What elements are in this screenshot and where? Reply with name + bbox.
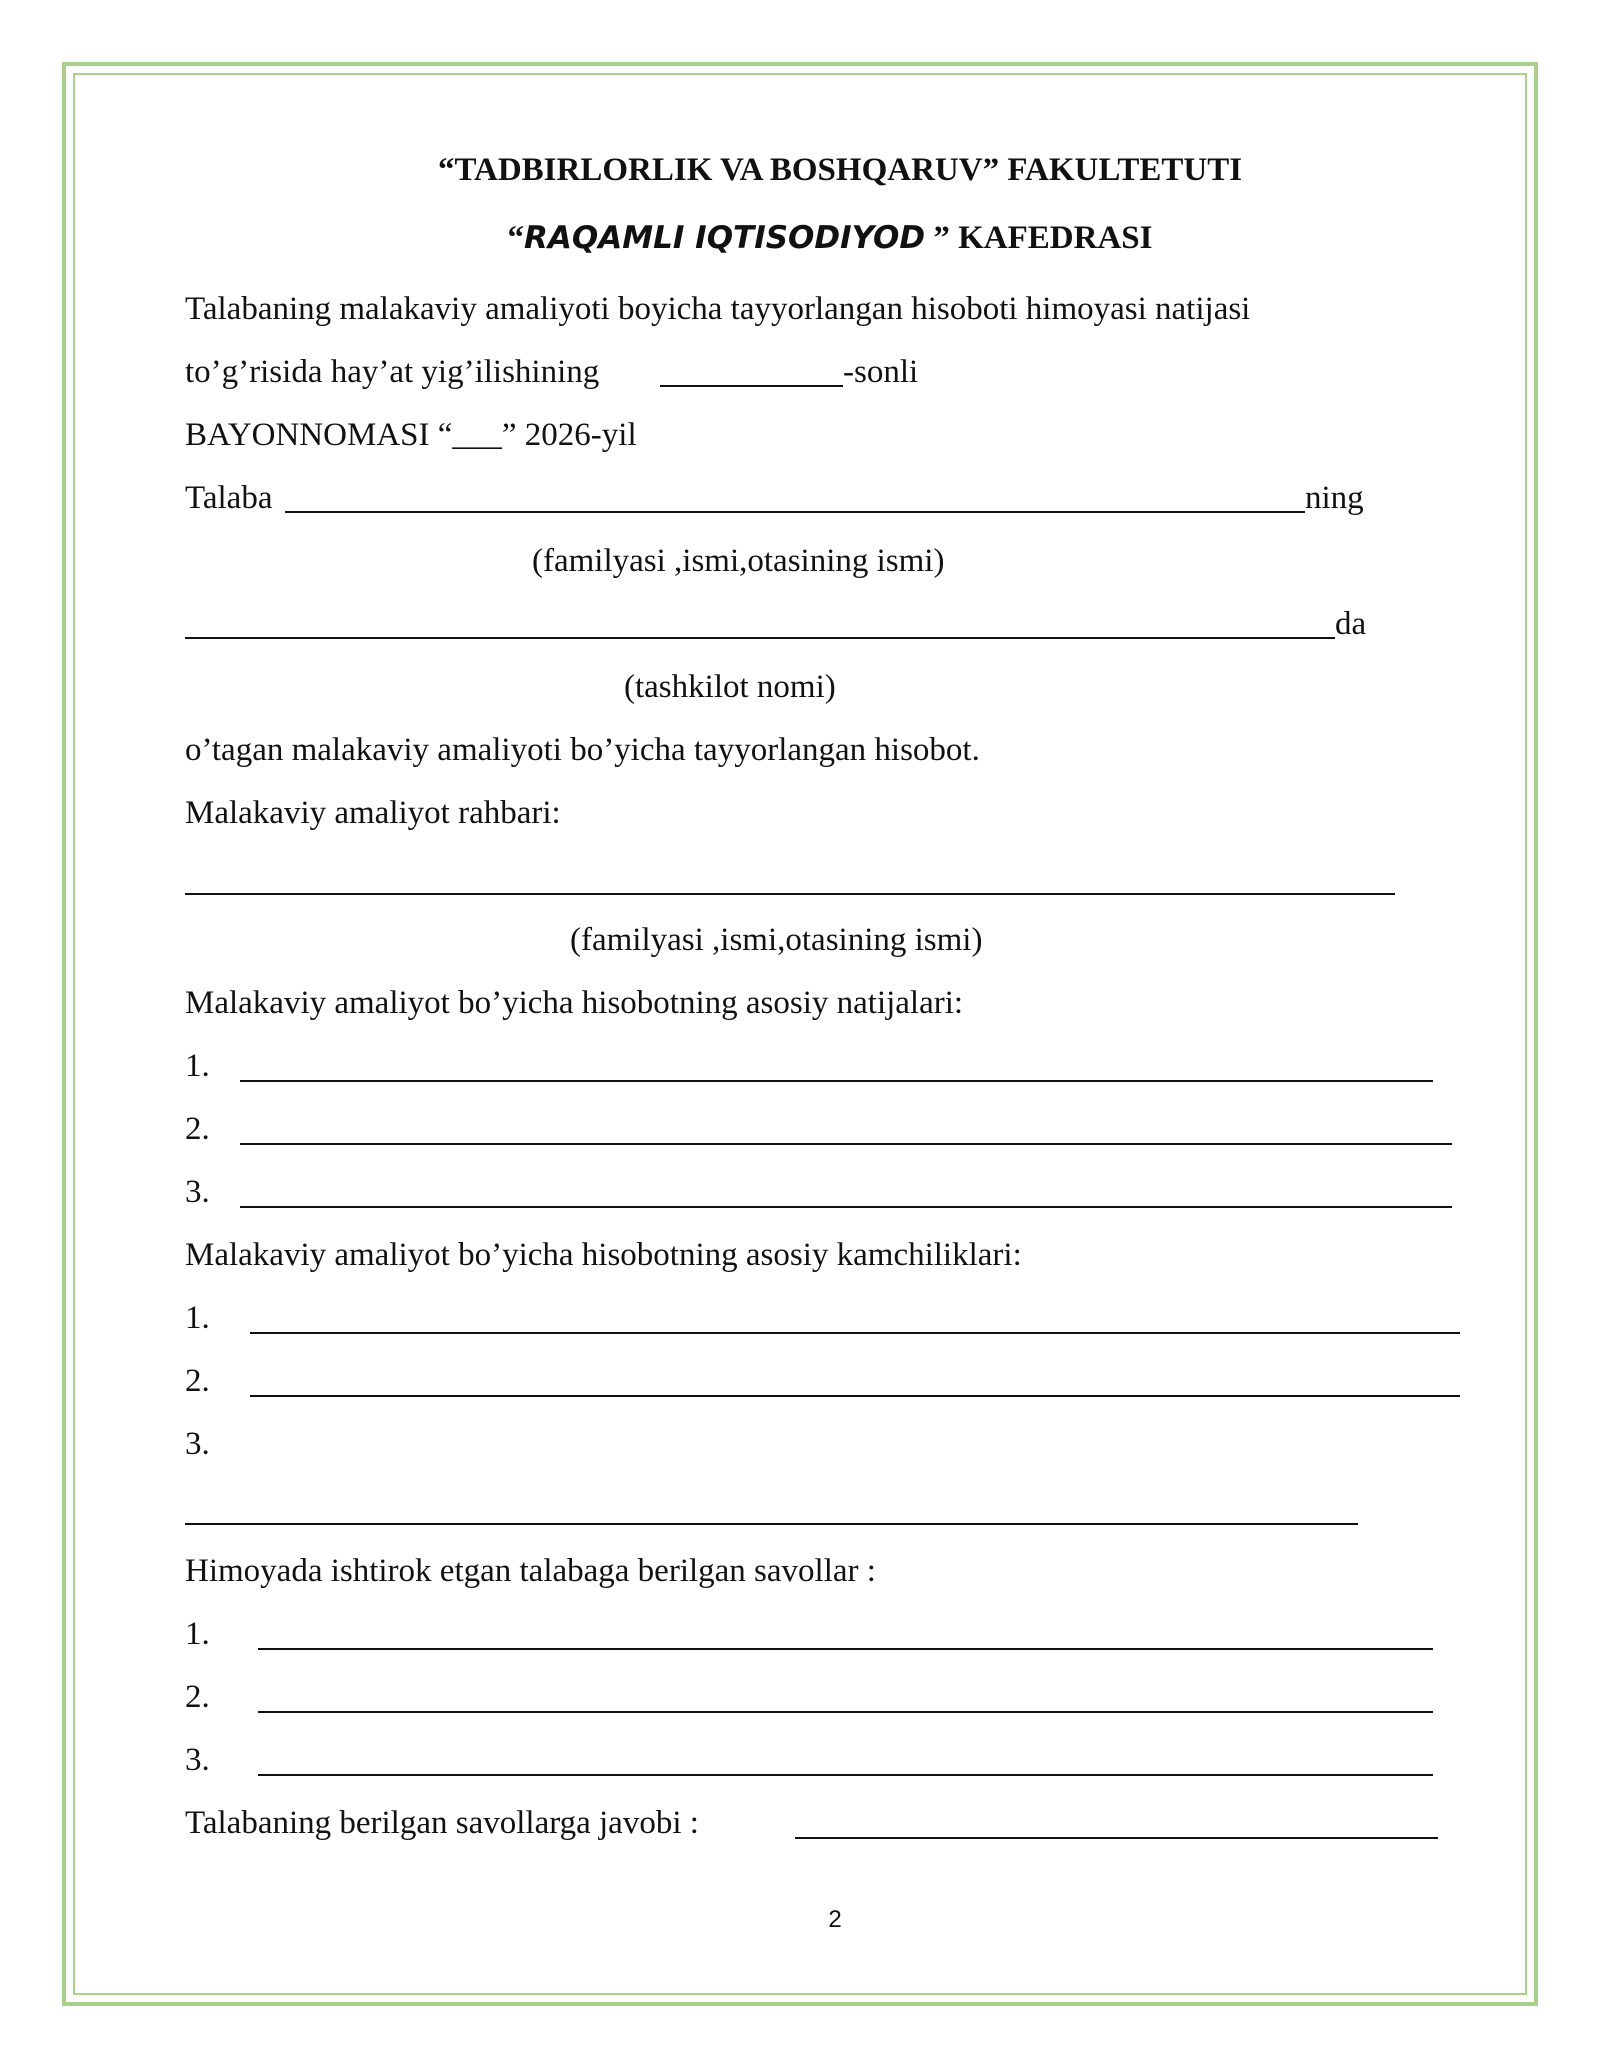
results-item-1-blank[interactable] [240,1080,1433,1082]
protocol-title-date: BAYONNOMASI “___” 2026-yil [185,417,637,453]
answers-blank[interactable] [795,1837,1438,1839]
shortcomings-item-1-blank[interactable] [250,1332,1460,1334]
organization-suffix: da [1335,606,1367,642]
questions-item-number: 1. [185,1616,210,1652]
shortcomings-item-3-blank[interactable] [185,1523,1358,1525]
department-open-quote: “ [507,220,525,256]
answers-label: Talabaning berilgan savollarga javobi : [185,1805,699,1841]
student-name-caption: (familyasi ,ismi,otasining ismi) [532,543,945,579]
student-suffix: ning [1305,480,1364,516]
supervisor-caption: (familyasi ,ismi,otasining ismi) [570,922,983,958]
supervisor-name-blank[interactable] [185,893,1395,895]
faculty-heading: “TADBIRLORLIK VA BOSHQARUV” FAKULTETUTI [437,152,1243,188]
questions-item-number: 2. [185,1679,210,1715]
organization-caption: (tashkilot nomi) [624,669,836,705]
results-item-number: 3. [185,1174,210,1210]
student-name-blank[interactable] [285,511,1305,513]
questions-title: Himoyada ishtirok etgan talabaga berilgan savollar : [185,1553,876,1589]
shortcomings-item-number: 2. [185,1363,210,1399]
intro-line-1: Talabaning malakaviy amaliyoti boyicha tayyorlangan hisoboti himoyasi natijasi [185,291,1251,327]
questions-item-2-blank[interactable] [258,1711,1433,1713]
intro-line-2-pre: to’g’risida hay’at yig’ilishining [185,354,600,390]
results-title: Malakaviy amaliyot bo’yicha hisobotning asosiy natijalari: [185,985,964,1021]
results-item-number: 2. [185,1111,210,1147]
results-item-2-blank[interactable] [240,1143,1452,1145]
department-suffix: ” KAFEDRASI [925,220,1153,256]
protocol-number-blank[interactable] [660,385,843,387]
intro-line-2-post: -sonli [843,354,919,390]
shortcomings-item-number: 3. [185,1426,210,1462]
shortcomings-title: Malakaviy amaliyot bo’yicha hisobotning asosiy kamchiliklari: [185,1237,1022,1273]
results-item-3-blank[interactable] [240,1206,1452,1208]
report-line: o’tagan malakaviy amaliyoti bo’yicha tayyorlangan hisobot. [185,732,980,768]
page-number: 2 [828,1906,842,1933]
department-name: RAQAMLI IQTISODIYOD [524,220,926,256]
questions-item-number: 3. [185,1742,210,1778]
questions-item-3-blank[interactable] [258,1774,1433,1776]
shortcomings-item-number: 1. [185,1300,210,1336]
organization-blank[interactable] [185,637,1335,639]
department-heading [0,218,1600,258]
questions-item-1-blank[interactable] [258,1648,1433,1650]
shortcomings-item-2-blank[interactable] [250,1395,1460,1397]
results-item-number: 1. [185,1048,210,1084]
student-label: Talaba [185,480,273,516]
supervisor-label: Malakaviy amaliyot rahbari: [185,795,561,831]
